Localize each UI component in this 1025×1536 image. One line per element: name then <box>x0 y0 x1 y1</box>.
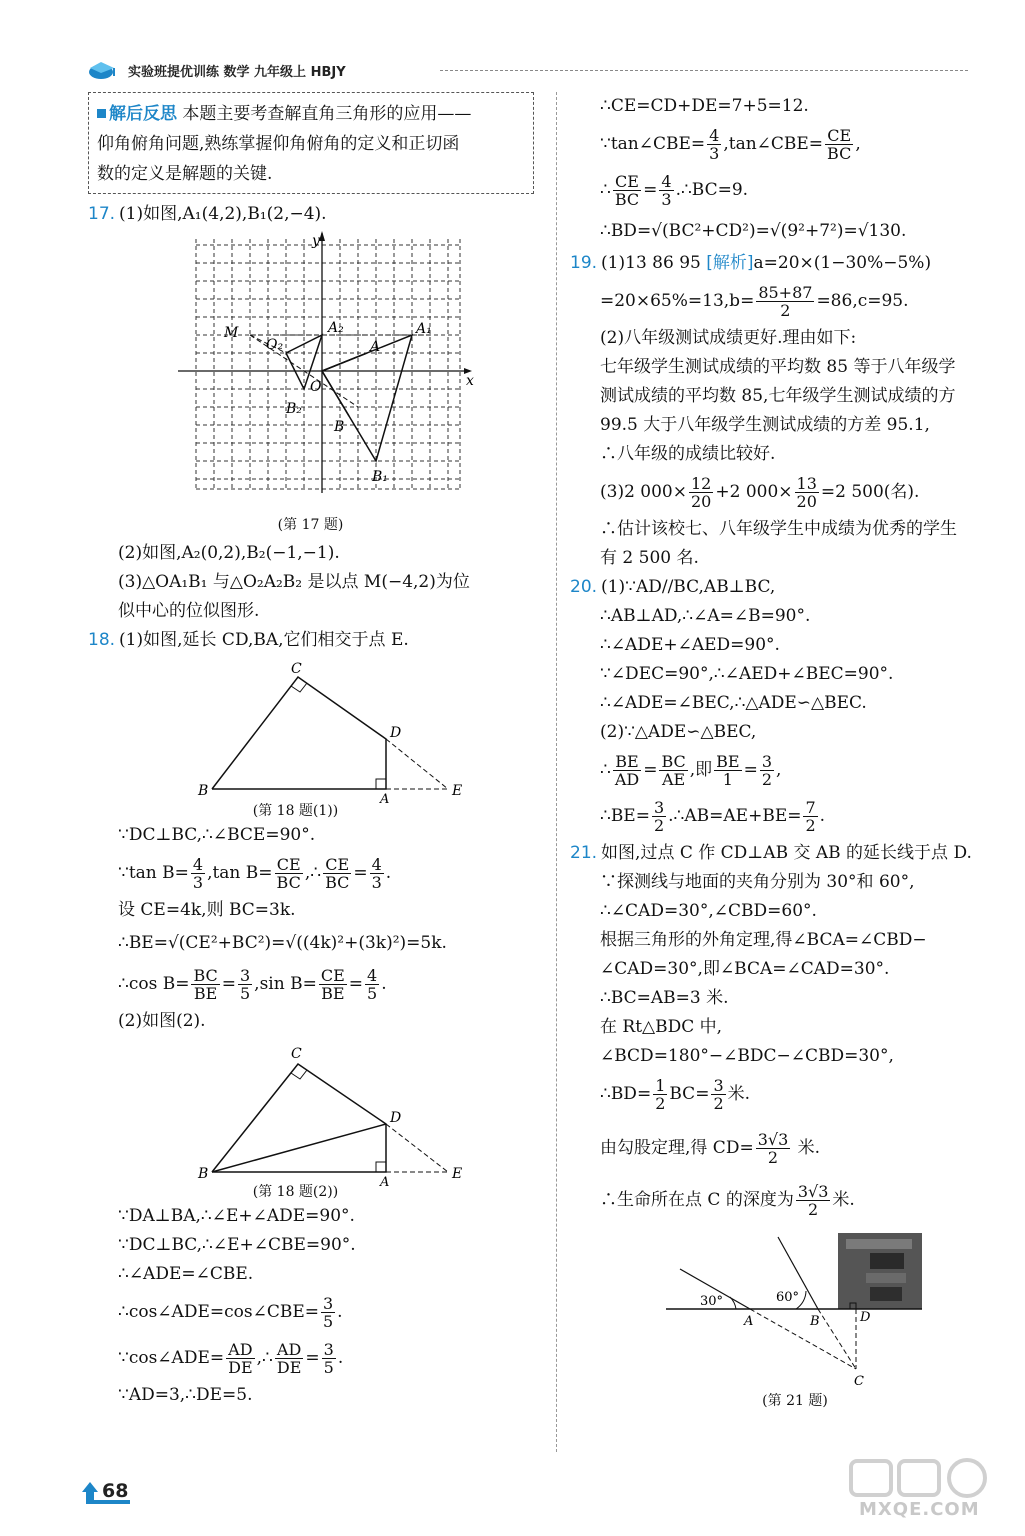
q19-number: 19. <box>570 253 598 273</box>
q21-number: 21. <box>570 843 598 863</box>
q17-line-2: (2)如图,A₂(0,2),B₂(−1,−1). <box>118 543 340 563</box>
q21-line-9: ∴BD= $\frac{1}{2}$ BC= $\frac{3}{2}$ 米. <box>600 1076 751 1113</box>
reflection-line-3: 数的定义是解题的关键. <box>97 164 273 184</box>
q21-line-3: ∴∠CAD=30°,∠CBD=60°. <box>600 901 817 921</box>
watermark <box>845 1455 995 1525</box>
q17-figure <box>88 233 543 513</box>
fraction: $\frac{4}{3}$ <box>371 855 382 892</box>
q18-line-5: ∴BE=√(CE²+BC²)=√((4k)²+(3k)²)=5k. <box>118 933 447 953</box>
column-divider <box>556 92 557 1452</box>
q21-line-6: ∴BC=AB=3 米. <box>600 988 729 1008</box>
svg-text:O₂: O₂ <box>266 337 284 353</box>
svg-text:A₁: A₁ <box>416 321 432 337</box>
fraction: $\frac{BC}{BE}$ <box>193 966 218 1003</box>
q18-line-2: ∵DC⊥BC,∴∠BCE=90°. <box>118 825 316 845</box>
q18-triangle-diagram-2 <box>88 1040 543 1190</box>
fraction: $\frac{3}{5}$ <box>239 966 251 1003</box>
q21-line-7: 在 Rt△BDC 中, <box>600 1017 723 1037</box>
fraction: $\frac{CE}{BC}$ <box>614 172 640 209</box>
fraction: $\frac{4}{3}$ <box>661 172 672 209</box>
svg-text:B: B <box>198 1166 209 1182</box>
svg-text:30°: 30° <box>700 1294 724 1309</box>
reflection-square-icon <box>97 109 106 118</box>
q18-cont-line-4: ∴BD=√(BC²+CD²)=√(9²+7²)=√130. <box>600 221 907 241</box>
fraction: $\frac{CE}{BC}$ <box>325 855 350 892</box>
q20-line-5: ∴∠ADE=∠BEC,∴△ADE∽△BEC. <box>600 693 867 713</box>
fraction: $\frac{3√3}{2}$ <box>757 1130 789 1167</box>
q17-grid-diagram <box>88 233 543 513</box>
page-number: 68 <box>102 1480 129 1502</box>
q18-cont-line-2: ∵tan∠CBE= $\frac{4}{3}$ ,tan∠CBE= $\frac{CE}{BC}$ , <box>600 126 861 163</box>
q21-line-8: ∠BCD=180°−∠BDC−∠CBD=30°, <box>600 1046 894 1066</box>
q18-figure-1 <box>88 659 543 807</box>
fraction: $\frac{12}{20}$ <box>691 474 712 511</box>
fraction: $\frac{3√3}{2}$ <box>797 1182 829 1219</box>
q21-figure <box>570 1229 1000 1389</box>
q21-line-4: 根据三角形的外角定理,得∠BCA=∠CBD− <box>600 930 927 950</box>
page-number-badge <box>84 1478 138 1506</box>
q20-line-7: ∴ $\frac{BE}{AD}$ = $\frac{BC}{AE}$ ,即 $\frac{BE}{1}$ = $\frac{3}{2}$ , <box>600 752 782 789</box>
q19-line-8: (3)2 000× $\frac{12}{20}$ +2 000× $\frac{13}{20}$ =2 500(名). <box>600 474 920 511</box>
q21-line-11: ∴生命所在点 C 的深度为 $\frac{3√3}{2}$ 米. <box>600 1182 855 1219</box>
q17-line-4: 似中心的位似图形. <box>118 601 260 621</box>
q18-line-7: (2)如图(2). <box>118 1011 206 1031</box>
q18-line-10: ∴∠ADE=∠CBE. <box>118 1264 254 1284</box>
svg-text:A: A <box>370 339 381 355</box>
q19-line-4: 七年级学生测试成绩的平均数 85 等于八年级学 <box>600 357 956 377</box>
fraction: $\frac{BE}{1}$ <box>716 752 740 789</box>
q18-caption-1: (第 18 题(1)) <box>252 803 339 819</box>
watermark-logo-icon <box>845 1455 995 1499</box>
fraction: $\frac{4}{3}$ <box>192 855 204 892</box>
svg-text:x: x <box>466 373 474 389</box>
right-column <box>570 92 1000 1411</box>
q18-line-4: 设 CE=4k,则 BC=3k. <box>118 900 296 920</box>
q21-detection-diagram <box>570 1229 1000 1389</box>
fraction: $\frac{4}{5}$ <box>367 966 378 1003</box>
svg-text:E: E <box>452 783 463 799</box>
fraction: $\frac{3}{5}$ <box>322 1294 334 1331</box>
svg-text:C: C <box>291 1046 302 1062</box>
fraction: $\frac{AD}{DE}$ <box>276 1340 302 1377</box>
svg-text:B₁: B₁ <box>372 469 388 485</box>
svg-text:D: D <box>860 1310 871 1325</box>
q18-line-6: ∴cos B= $\frac{BC}{BE}$ = $\frac{3}{5}$ ,sin B= $\frac{CE}{BE}$ = $\frac{4}{5}$ . <box>118 966 387 1003</box>
svg-text:B: B <box>198 783 209 799</box>
q21-line-5: ∠CAD=30°,即∠BCA=∠CAD=30°. <box>600 959 890 979</box>
fraction: $\frac{CE}{BE}$ <box>320 966 345 1003</box>
q20-line-2: ∴AB⊥AD,∴∠A=∠B=90°. <box>600 606 811 626</box>
q19-line-6: 99.5 大于八年级学生测试成绩的方差 95.1, <box>600 415 930 435</box>
q19-line-3: (2)八年级测试成绩更好.理由如下: <box>600 328 857 348</box>
svg-text:E: E <box>452 1166 463 1182</box>
svg-text:D: D <box>390 1110 402 1126</box>
fraction: $\frac{3}{2}$ <box>713 1076 724 1113</box>
fraction: $\frac{BE}{AD}$ <box>614 752 640 789</box>
watermark-text: MXQE.COM <box>859 1499 980 1520</box>
svg-text:M: M <box>224 325 239 341</box>
fraction: $\frac{13}{20}$ <box>796 474 817 511</box>
q18-line-11: ∴cos∠ADE=cos∠CBE= $\frac{3}{5}$ . <box>118 1294 343 1331</box>
q20-line-3: ∴∠ADE+∠AED=90°. <box>600 635 780 655</box>
svg-text:D: D <box>390 725 402 741</box>
fraction: $\frac{CE}{BC}$ <box>827 126 852 163</box>
svg-text:B₂: B₂ <box>286 401 302 417</box>
fraction: $\frac{AD}{DE}$ <box>228 1340 253 1377</box>
q17-line-3: (3)△OA₁B₁ 与△O₂A₂B₂ 是以点 M(−4,2)为位 <box>118 572 470 592</box>
q21-caption: (第 21 题) <box>762 1393 828 1409</box>
fraction: $\frac{4}{3}$ <box>709 126 720 163</box>
svg-text:B: B <box>334 419 345 435</box>
q20-line-1: 20. (1)∵AD//BC,AB⊥BC, <box>570 577 776 597</box>
svg-text:B: B <box>810 1314 820 1329</box>
fraction: $\frac{3}{5}$ <box>323 1340 334 1377</box>
q21-line-10: 由勾股定理,得 CD= $\frac{3√3}{2}$ 米. <box>600 1130 821 1167</box>
fraction: $\frac{CE}{BC}$ <box>276 855 301 892</box>
fraction: $\frac{3}{2}$ <box>761 752 773 789</box>
q20-line-4: ∵∠DEC=90°,∴∠AED+∠BEC=90°. <box>600 664 894 684</box>
svg-text:A: A <box>380 1175 390 1190</box>
fraction: $\frac{85+87}{2}$ <box>758 283 813 320</box>
fraction: $\frac{7}{2}$ <box>805 798 816 835</box>
q17-line-1: 17. (1)如图,A₁(4,2),B₁(2,−4). <box>88 204 327 224</box>
svg-text:60°: 60° <box>776 1290 800 1305</box>
q18-line-13: ∵AD=3,∴DE=5. <box>118 1385 253 1405</box>
header-title: 实验班提优训练 数学 九年级上 HBJY <box>128 65 346 80</box>
q18-number: 18. <box>88 630 116 650</box>
q21-line-2: ∵探测线与地面的夹角分别为 30°和 60°, <box>600 872 915 892</box>
header-rule <box>440 70 968 71</box>
q18-line-3: ∵tan B= $\frac{4}{3}$ ,tan B= $\frac{CE}{BC}$ ,∴ $\frac{CE}{BC}$ = $\frac{4}{3}$ . <box>118 855 392 892</box>
q18-line-12: ∵cos∠ADE= $\frac{AD}{DE}$ ,∴ $\frac{AD}{DE}$ = $\frac{3}{5}$ . <box>118 1340 344 1377</box>
q20-line-6: (2)∵△ADE∽△BEC, <box>600 722 757 742</box>
q18-caption-2: (第 18 题(2)) <box>252 1184 339 1200</box>
svg-text:A: A <box>744 1314 754 1329</box>
page-header <box>88 60 968 80</box>
q19-line-10: 有 2 500 名. <box>600 548 699 568</box>
reflection-line-2: 仰角俯角问题,熟练掌握仰角俯角的定义和正切函 <box>97 134 460 154</box>
reflection-line-1: 解后反思 本题主要考查解直角三角形的应用—— <box>97 99 525 129</box>
left-column <box>88 92 543 1410</box>
q17-number: 17. <box>88 204 116 224</box>
svg-text:A: A <box>380 792 390 807</box>
svg-text:O: O <box>310 379 322 395</box>
q18-line-8: ∵DA⊥BA,∴∠E+∠ADE=90°. <box>118 1206 355 1226</box>
q21-line-1: 21. 如图,过点 C 作 CD⊥AB 交 AB 的延长线于点 D. <box>570 843 972 863</box>
q18-line-1: 18. (1)如图,延长 CD,BA,它们相交于点 E. <box>88 630 409 650</box>
q19-line-7: ∴八年级的成绩比较好. <box>600 444 776 464</box>
q19-line-9: ∴估计该校七、八年级学生中成绩为优秀的学生 <box>600 519 957 539</box>
svg-text:y: y <box>312 233 320 249</box>
reflection-tag: 解后反思 <box>109 104 177 124</box>
q19-line-2: =20×65%=13,b= $\frac{85+87}{2}$ =86,c=95. <box>600 283 909 320</box>
q19-line-1: 19. (1)13 86 95 [解析]a=20×(1−30%−5%) <box>570 253 932 273</box>
q18-cont-line-3: ∴ $\frac{CE}{BC}$ = $\frac{4}{3}$ .∴BC=9. <box>600 172 749 209</box>
svg-text:C: C <box>291 661 302 677</box>
q18-triangle-diagram-1 <box>88 659 543 807</box>
svg-text:A₂: A₂ <box>328 320 344 336</box>
q18-line-9: ∵DC⊥BC,∴∠E+∠CBE=90°. <box>118 1235 356 1255</box>
analysis-tag: [解析] <box>706 253 754 273</box>
q20-line-8: ∴BE= $\frac{3}{2}$ .∴AB=AE+BE= $\frac{7}{2}$ . <box>600 798 826 835</box>
svg-text:C: C <box>854 1374 864 1389</box>
fraction: $\frac{BC}{AE}$ <box>661 752 686 789</box>
reflection-box <box>88 92 534 194</box>
q19-line-5: 测试成绩的平均数 85,七年级学生测试成绩的方 <box>600 386 956 406</box>
q20-number: 20. <box>570 577 598 597</box>
fraction: $\frac{3}{2}$ <box>653 798 665 835</box>
q17-caption: (第 17 题) <box>277 517 344 533</box>
fraction: $\frac{1}{2}$ <box>655 1076 666 1113</box>
q18-cont-line-1: ∴CE=CD+DE=7+5=12. <box>600 96 809 116</box>
book-logo-icon <box>88 60 118 80</box>
q18-figure-2 <box>88 1040 543 1190</box>
